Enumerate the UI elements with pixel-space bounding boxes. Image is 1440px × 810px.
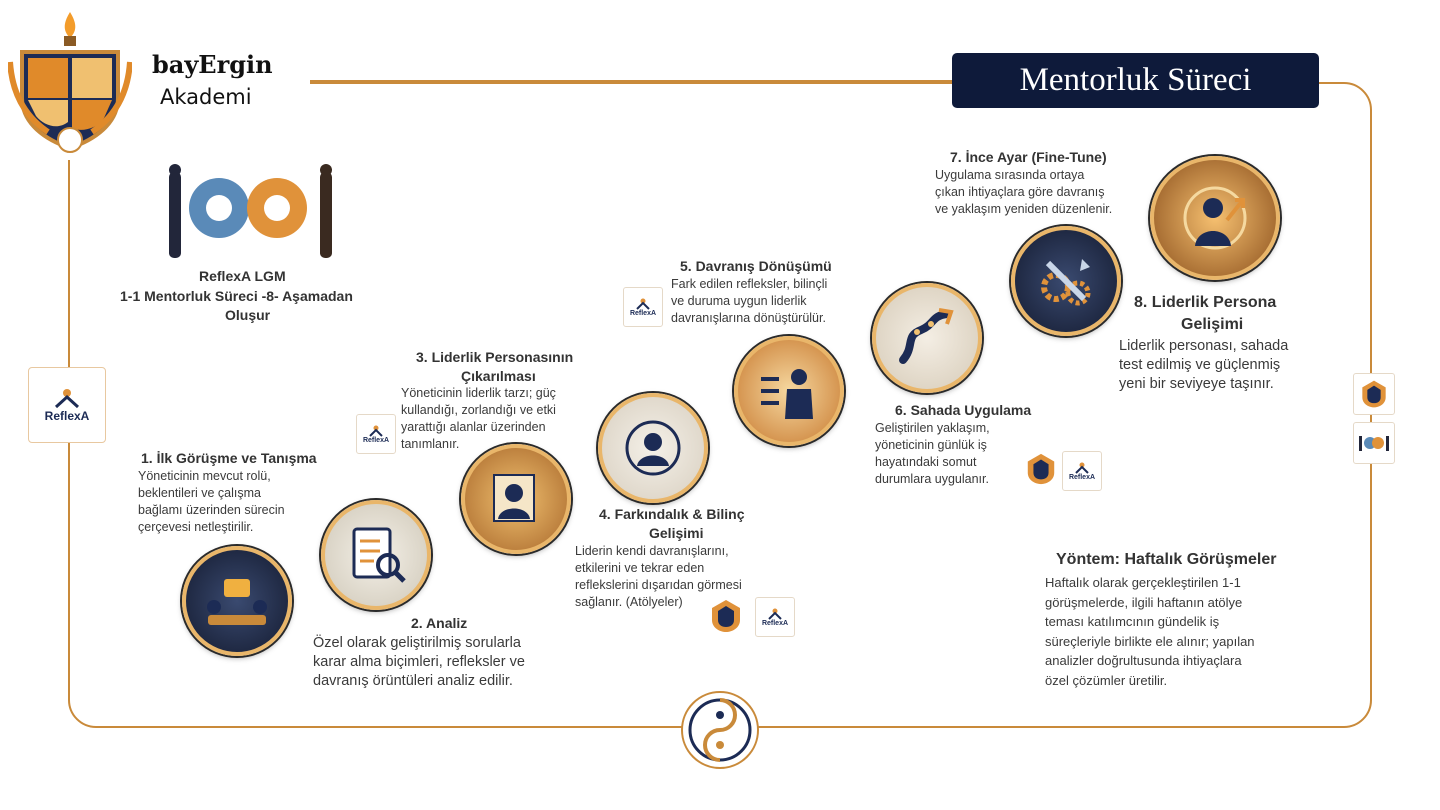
step4-text: Liderin kendi davranışlarını, etkilerini ve tekrar eden reflekslerini dışarıdan görmesi sağlanır. (Atölyeler) xyxy=(575,544,742,609)
step3-title-line1: 3. Liderlik Personasının xyxy=(416,349,574,365)
step4-title-line1: 4. Farkındalık & Bilinç xyxy=(599,506,745,522)
step5-transformation-icon xyxy=(734,336,844,446)
step7-finetune-icon xyxy=(1011,226,1121,336)
step8-title-line2: Gelişimi xyxy=(1181,316,1244,333)
step4-title-line2: Gelişimi xyxy=(649,525,704,541)
intro-line1: ReflexA LGM xyxy=(199,268,286,284)
step4-badge-label: ReflexA xyxy=(761,619,789,627)
side-gears-badge xyxy=(1353,422,1395,464)
side-crest-badge xyxy=(1353,373,1395,415)
step6-text: Geliştirilen yaklaşım, yöneticinin günlük iş hayatındaki somut durumlara uygulanır. xyxy=(875,421,990,486)
step6-badge-label: ReflexA xyxy=(1068,473,1096,481)
step1-title: 1. İlk Görüşme ve Tanışma xyxy=(141,450,317,466)
brand-name: bayErgin xyxy=(152,50,273,79)
brand-crest xyxy=(8,12,132,156)
step3-title-line2: Çıkarılması xyxy=(461,368,536,384)
step5-title: 5. Davranış Dönüşümü xyxy=(680,258,832,274)
page-title: Mentorluk Süreci xyxy=(952,53,1319,108)
step6-crest-badge xyxy=(1024,452,1058,486)
intro-line2: 1-1 Mentorluk Süreci -8- Aşamadan xyxy=(120,288,353,304)
step2-analysis-icon xyxy=(321,500,431,610)
step4-crest-badge xyxy=(708,598,744,634)
step5-reflexa-badge xyxy=(623,287,663,327)
step1-meeting-icon xyxy=(182,546,292,656)
yin-yang-emblem xyxy=(680,690,760,770)
step3-badge-label: ReflexA xyxy=(362,436,390,444)
step5-badge-label: ReflexA xyxy=(629,309,657,317)
step8-title-line1: 8. Liderlik Persona xyxy=(1134,294,1277,311)
step4-awareness-icon xyxy=(598,393,708,503)
step4-reflexa-badge xyxy=(755,597,795,637)
step7-title: 7. İnce Ayar (Fine-Tune) xyxy=(950,149,1107,165)
reflexa-logo-label: ReflexA xyxy=(44,409,90,423)
gears-illustration xyxy=(163,164,338,262)
step3-text: Yöneticinin liderlik tarzı; güç kullandığı, zorlandığı ve etki yarattığı alanlar üzerinden tanımlanır. xyxy=(401,386,556,451)
step6-title: 6. Sahada Uygulama xyxy=(895,402,1032,418)
brand-subtitle: Akademi xyxy=(160,85,252,109)
step6-field-icon xyxy=(872,283,982,393)
step8-growth-icon xyxy=(1150,156,1280,280)
method-text: Haftalık olarak gerçekleştirilen 1-1 görüşmelerde, ilgili haftanın atölye teması katılımcının gündelik iş süreçleriyle birlikte ele alınır; yapılan analizler doğrultusunda ihtiyaçlara özel çözümler üretilir. xyxy=(1045,575,1255,688)
step2-title: 2. Analiz xyxy=(411,615,468,631)
reflexa-logo xyxy=(28,367,106,443)
step3-persona-icon xyxy=(461,444,571,554)
step7-text: Uygulama sırasında ortaya çıkan ihtiyaçlara göre davranış ve yaklaşım yeniden düzenlenir. xyxy=(935,168,1113,216)
intro-line3: Oluşur xyxy=(225,307,271,323)
header-rule xyxy=(310,80,960,82)
step5-text: Fark edilen refleksler, bilinçli ve duruma uygun liderlik davranışlarına dönüştürülür. xyxy=(671,277,828,325)
step2-text: Özel olarak geliştirilmiş sorularla karar alma biçimleri, refleksler ve davranış örüntüleri analiz edilir. xyxy=(313,635,525,689)
method-title: Yöntem: Haftalık Görüşmeler xyxy=(1056,551,1277,568)
step1-text: Yöneticinin mevcut rolü, beklentileri ve çalışma bağlamı üzerinden sürecin çerçevesi netleştirilir. xyxy=(138,469,285,534)
step3-reflexa-badge xyxy=(356,414,396,454)
step8-text: Liderlik personası, sahada test edilmiş ve güçlenmiş yeni bir seviyeye taşınır. xyxy=(1119,338,1289,392)
step6-reflexa-badge xyxy=(1062,451,1102,491)
